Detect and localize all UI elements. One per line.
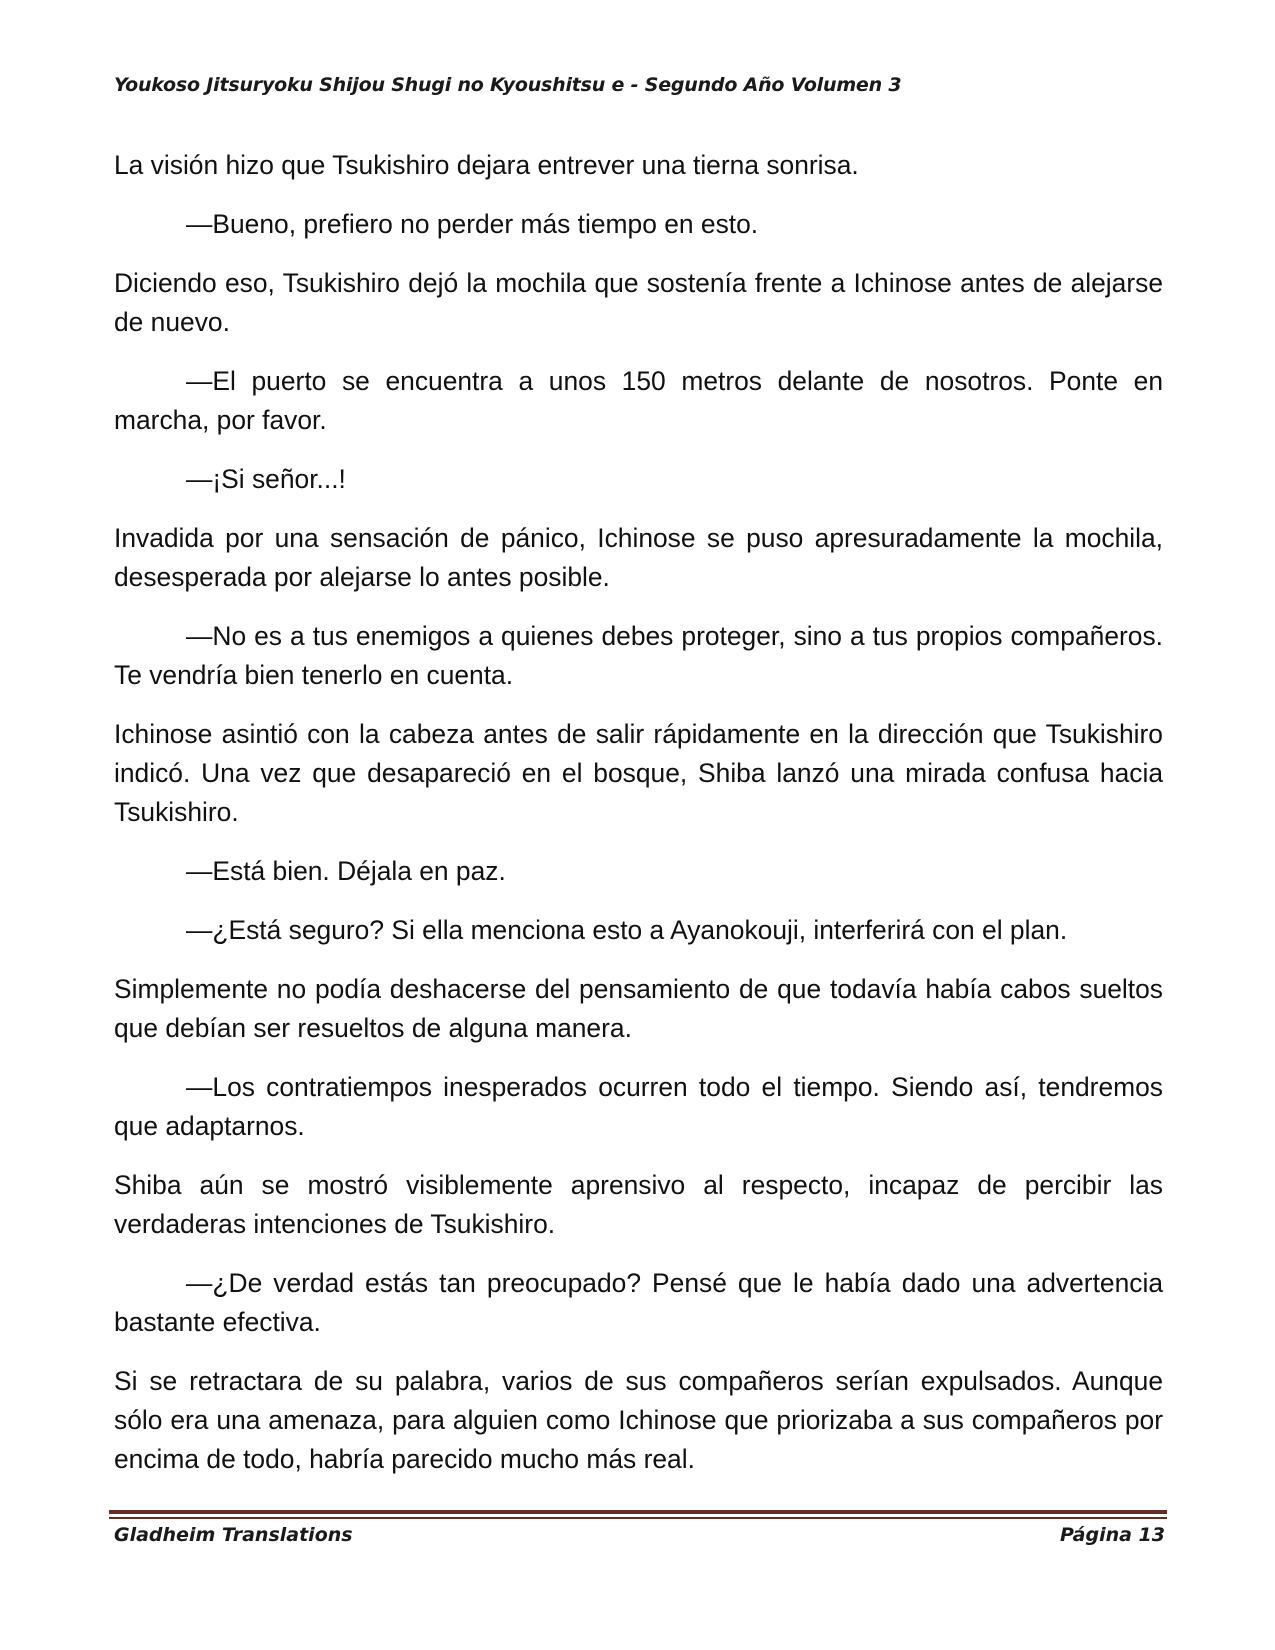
- paragraph-narration: Invadida por una sensación de pánico, Ichinose se puso apresuradamente la mochila, desesperada por alejarse lo antes posible.: [114, 523, 1163, 592]
- paragraph-narration: Diciendo eso, Tsukishiro dejó la mochila que sostenía frente a Ichinose antes de alejarse de nuevo.: [114, 268, 1163, 337]
- paragraph-dialogue: —¿De verdad estás tan preocupado? Pensé que le había dado una advertencia bastante efectiva.: [114, 1268, 1163, 1337]
- paragraph-dialogue: —Bueno, prefiero no perder más tiempo en esto.: [186, 209, 759, 239]
- paragraph-narration: Ichinose asintió con la cabeza antes de salir rápidamente en la dirección que Tsukishiro indicó. Una vez que desapareció en el bosque, Shiba lanzó una mirada confusa hacia Tsukishiro.: [114, 719, 1163, 827]
- running-header: Youkoso Jitsuryoku Shijou Shugi no Kyoushitsu e - Segundo Año Volumen 3: [114, 74, 902, 96]
- footer-divider-thick: [109, 1510, 1167, 1514]
- footer-divider-thin: [109, 1517, 1167, 1519]
- body-text: [114, 146, 1163, 1499]
- paragraph-narration: La visión hizo que Tsukishiro dejara entrever una tierna sonrisa.: [114, 150, 859, 180]
- footer-divider: [109, 1510, 1167, 1520]
- paragraph-narration: Simplemente no podía deshacerse del pensamiento de que todavía había cabos sueltos que debían ser resueltos de alguna manera.: [114, 974, 1163, 1043]
- paragraph-narration: Shiba aún se mostró visiblemente aprensivo al respecto, incapaz de percibir las verdaderas intenciones de Tsukishiro.: [114, 1170, 1163, 1239]
- paragraph-dialogue: —El puerto se encuentra a unos 150 metros delante de nosotros. Ponte en marcha, por favor.: [114, 366, 1163, 435]
- paragraph-dialogue: —Los contratiempos inesperados ocurren todo el tiempo. Siendo así, tendremos que adaptarnos.: [114, 1072, 1163, 1141]
- paragraph-narration: Si se retractara de su palabra, varios de sus compañeros serían expulsados. Aunque sólo era una amenaza, para alguien como Ichinose que priorizaba a sus compañeros por encima de todo, habría parecido mucho más real.: [114, 1366, 1163, 1474]
- paragraph-dialogue: —No es a tus enemigos a quienes debes proteger, sino a tus propios compañeros. Te vendría bien tenerlo en cuenta.: [114, 621, 1163, 690]
- paragraph-dialogue: —Está bien. Déjala en paz.: [186, 856, 506, 886]
- footer-translator-credit: Gladheim Translations: [114, 1524, 353, 1546]
- footer-page-number: Página 13: [1059, 1524, 1165, 1546]
- paragraph-dialogue: —¡Si señor...!: [186, 464, 346, 494]
- paragraph-dialogue: —¿Está seguro? Si ella menciona esto a Ayanokouji, interferirá con el plan.: [186, 915, 1068, 945]
